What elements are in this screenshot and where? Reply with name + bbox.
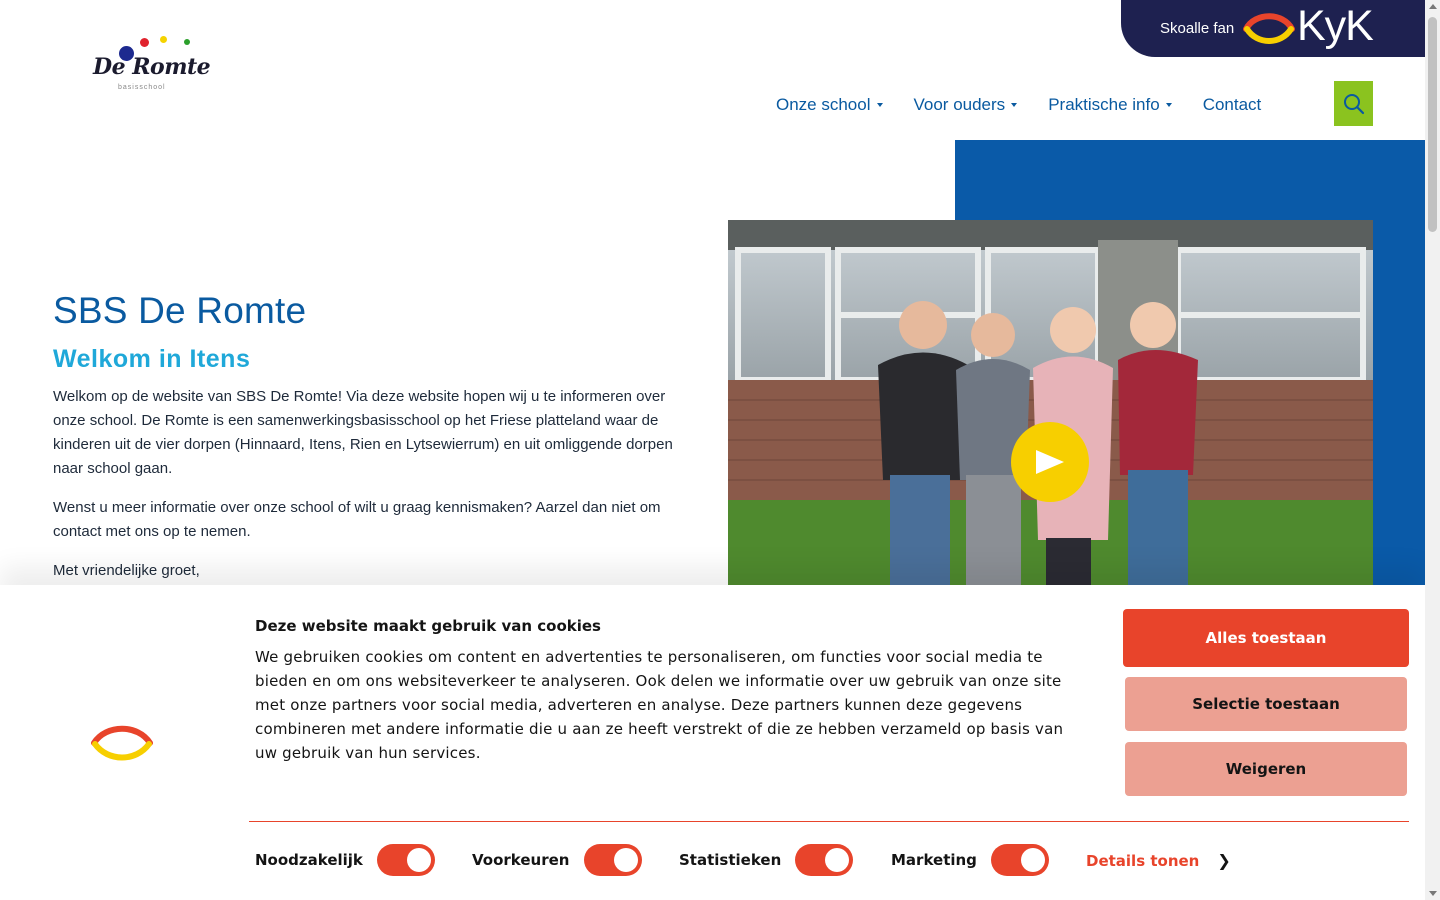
- toggle-knob: [825, 848, 849, 872]
- logo-dot-yellow: [160, 36, 167, 43]
- nav-voor-ouders[interactable]: [914, 95, 1018, 115]
- search-icon: [1343, 93, 1365, 115]
- nav-praktische-info[interactable]: [1048, 95, 1172, 115]
- scroll-down-icon[interactable]: [1429, 891, 1437, 896]
- cookie-title: Deze website maakt gebruik van cookies: [255, 617, 601, 635]
- caret-down-icon: [877, 103, 883, 107]
- nav-onze-school[interactable]: [776, 95, 883, 115]
- allow-selection-button[interactable]: Selectie toestaan: [1125, 677, 1407, 731]
- toggle-label-necessary: Noodzakelijk: [255, 851, 363, 869]
- toggle-label-statistics: Statistieken: [679, 851, 782, 869]
- hero-video-thumbnail[interactable]: [728, 220, 1373, 600]
- show-details-link[interactable]: [1086, 851, 1231, 870]
- logo-dot-green: [184, 39, 190, 45]
- toggle-knob: [614, 848, 638, 872]
- cookie-description: We gebruiken cookies om content en advertenties te personaliseren, om functies voor social media te bieden en om ons websiteverkeer te analyseren. Ook delen we informatie over uw gebruik van onze site met onze partners voor social media, adverteren en analyse. Deze partners kunnen deze gegevens combineren met andere informatie die u aan ze heeft verstrekt of die ze hebben verzameld op basis van uw gebruik van hun services.: [255, 648, 1064, 762]
- allow-all-button[interactable]: Alles toestaan: [1123, 609, 1409, 667]
- cookiebot-logo-icon: [90, 720, 154, 766]
- play-icon: [1033, 447, 1067, 477]
- nav-label: Praktische info: [1048, 95, 1160, 114]
- toggle-knob: [1021, 848, 1045, 872]
- toggle-label-marketing: Marketing: [891, 851, 977, 869]
- nav-contact[interactable]: [1203, 95, 1262, 115]
- nav-label: Contact: [1202, 95, 1262, 114]
- intro-text: [53, 385, 683, 598]
- nav-label: Onze school: [776, 95, 871, 114]
- caret-down-icon: [1011, 103, 1017, 107]
- nav-label: Voor ouders: [913, 95, 1006, 114]
- kyk-badge[interactable]: [1121, 0, 1425, 57]
- deny-button[interactable]: Weigeren: [1125, 742, 1407, 796]
- chevron-right-icon: ❯: [1217, 851, 1231, 870]
- video-play-button[interactable]: [1011, 422, 1089, 502]
- intro-paragraph: Welkom op de website van SBS De Romte! Via deze website hopen wij u te informeren over onze school. De Romte is een samenwerkingsbasisschool op het Friese platteland waar de kinderen uit de vier dorpen (Hinnaard, Itens, Rien en Lytsewierrum) en uit omliggende dorpen naar school gaan.: [53, 388, 673, 477]
- toggle-label-preferences: Voorkeuren: [472, 851, 570, 869]
- cookie-banner: [0, 585, 1425, 900]
- cookie-toggles: [255, 844, 1355, 878]
- main-nav: [776, 95, 1292, 115]
- toggle-marketing[interactable]: [991, 844, 1049, 876]
- page-scrollbar[interactable]: [1425, 0, 1440, 900]
- intro-paragraph: Wenst u meer informatie over onze school of wilt u graag kennismaken? Aarzel dan niet om contact met ons op te nemen.: [53, 499, 661, 540]
- children-photo: [728, 220, 1373, 600]
- kyk-label: Skoalle fan: [1160, 20, 1235, 37]
- site-logo[interactable]: [90, 34, 225, 94]
- scrollbar-thumb[interactable]: [1428, 17, 1437, 232]
- toggle-preferences[interactable]: [584, 844, 642, 876]
- page-title: SBS De Romte: [53, 290, 307, 331]
- toggle-statistics[interactable]: [795, 844, 853, 876]
- intro-paragraph: Met vriendelijke groet,: [53, 562, 200, 579]
- details-label: Details tonen: [1086, 851, 1200, 870]
- scroll-up-icon[interactable]: [1429, 4, 1437, 9]
- search-button[interactable]: [1334, 81, 1373, 126]
- caret-down-icon: [1166, 103, 1172, 107]
- toggle-necessary[interactable]: [377, 844, 435, 876]
- kyk-eye-icon: [1243, 9, 1295, 47]
- logo-subtitle: basisschool: [118, 84, 166, 91]
- toggle-knob: [407, 848, 431, 872]
- logo-dot-red: [140, 38, 149, 47]
- cookie-divider: [249, 821, 1409, 822]
- kyk-brand: KyK: [1297, 2, 1373, 50]
- page-subtitle: Welkom in Itens: [53, 345, 251, 373]
- logo-text: De Romte: [93, 54, 211, 80]
